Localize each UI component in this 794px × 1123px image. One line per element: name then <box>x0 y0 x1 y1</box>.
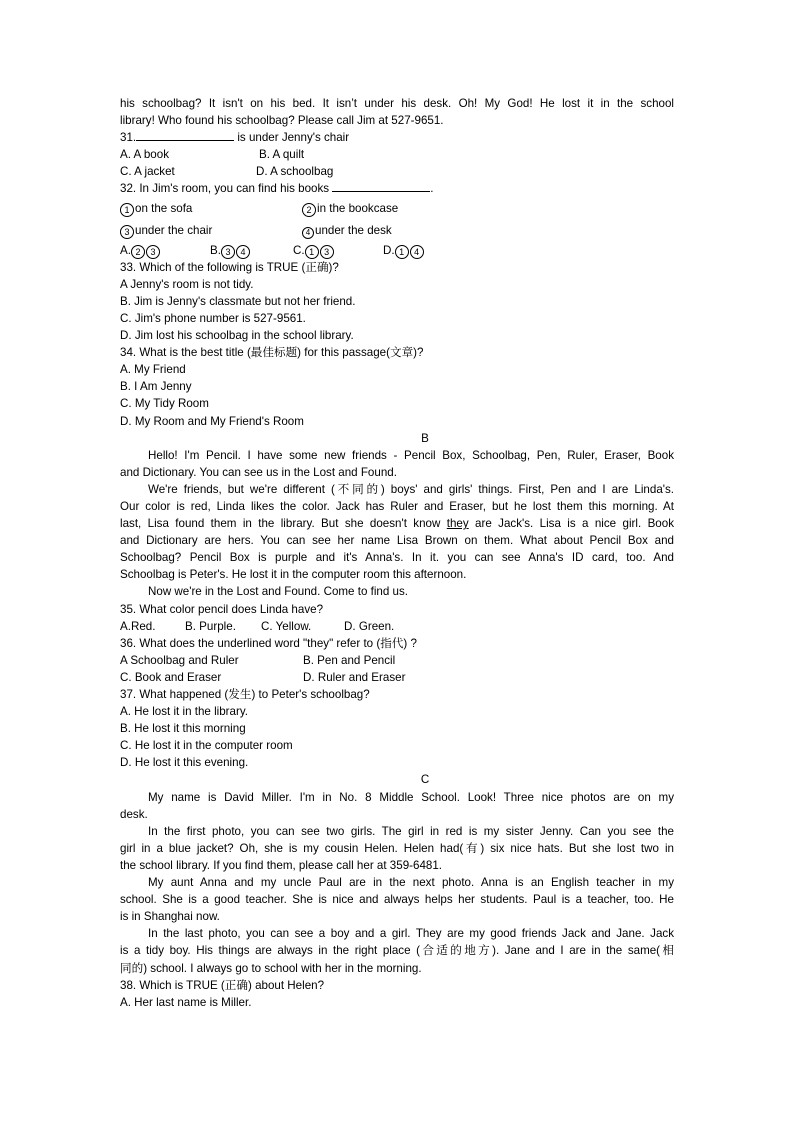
question-37-stem: 37. What happened (发生) to Peter's schoolbag? <box>120 688 370 701</box>
question-31-stem: 31. is under Jenny's chair <box>120 131 350 145</box>
question-32-stem: 32. In Jim's room, you can find his books . <box>120 182 434 196</box>
underlined-word: they <box>446 517 469 531</box>
passage-c-line: 同的) school. I always go to school with her in the morning. <box>120 961 422 975</box>
option-a: A.Red. <box>120 619 156 633</box>
worksheet-content <box>120 95 674 1011</box>
passage-c-line: desk. <box>120 807 148 821</box>
passage-a-line: library! Who found his schoolbag? Please call Jim at 527-9651. <box>120 114 444 128</box>
item-4: 4 under the desk <box>302 220 392 242</box>
question-36-options <box>120 652 674 669</box>
question-32-items <box>120 198 674 220</box>
option-a: A. He lost it in the library. <box>120 705 249 719</box>
question-32-options <box>120 242 674 259</box>
passage-c-line: My name is David Miller. I'm in No. 8 Middle School. Look! Three nice photos are on my <box>148 790 674 804</box>
question-31-options <box>120 146 674 163</box>
option-b: B. 3 4 <box>210 242 251 259</box>
passage-c-line: the school library. If you find them, please call her at 359-6481. <box>120 858 443 872</box>
question-31-options <box>120 163 674 180</box>
circled-two-icon: 2 <box>131 245 145 259</box>
circled-three-icon: 3 <box>320 245 334 259</box>
option-c: C. Jim's phone number is 527-9561. <box>120 311 306 325</box>
passage-b-line: Schoolbag is Peter's. He lost it in the computer room this afternoon. <box>120 568 467 582</box>
option-a: A. Her last name is Miller. <box>120 995 252 1009</box>
item-1: 1 on the sofa <box>120 198 192 220</box>
item-2: 2 in the bookcase <box>302 198 398 220</box>
passage-b-line: Our color is red, Linda likes the color. Jack has Ruler and Eraser, but he lost them this morning. At <box>120 499 674 513</box>
question-38-stem: 38. Which is TRUE (正确) about Helen? <box>120 978 325 992</box>
passage-c-line: In the last photo, you can see a boy and a girl. They are my good friends Jack and Jane. Jack <box>148 927 674 941</box>
option-b: B. Purple. <box>185 619 236 633</box>
passage-b-heading: B <box>421 431 429 445</box>
option-d: D. Jim lost his schoolbag in the school library. <box>120 329 354 343</box>
answer-blank <box>136 129 234 141</box>
circled-four-icon: 4 <box>302 227 314 239</box>
option-a: A Jenny's room is not tidy. <box>120 277 254 291</box>
question-35-options <box>120 618 674 635</box>
option-a: A. My Friend <box>120 363 186 377</box>
option-c: C. Book and Eraser <box>120 670 222 684</box>
circled-four-icon: 4 <box>236 245 250 259</box>
circled-three-icon: 3 <box>221 245 235 259</box>
passage-c-heading: C <box>420 773 430 787</box>
passage-c-line: is a tidy boy. His things are always in the right place (合适的地方). Jane and I are in the same(相 <box>120 944 674 958</box>
option-a: A. A book <box>120 148 169 162</box>
circled-four-icon: 4 <box>410 245 424 259</box>
question-34-stem: 34. What is the best title (最佳标题) for this passage(文章)? <box>120 346 424 360</box>
option-d: D. Green. <box>344 619 395 633</box>
passage-c-line: In the first photo, you can see two girls. The girl in red is my sister Jenny. Can you see the <box>148 824 674 838</box>
passage-c-line: school. She is a good teacher. She is nice and always helps her students. Paul is a teacher, too. He <box>120 893 674 907</box>
circled-one-icon: 1 <box>305 245 319 259</box>
option-c: C. He lost it in the computer room <box>120 739 293 753</box>
question-35-stem: 35. What color pencil does Linda have? <box>120 602 324 616</box>
question-33-stem: 33. Which of the following is TRUE (正确)? <box>120 260 339 274</box>
option-b: B. Pen and Pencil <box>303 653 396 667</box>
passage-a-line: his schoolbag? It isn't on his bed. It isn’t under his desk. Oh! My God! He lost it in the school <box>120 97 674 110</box>
passage-c-line: is in Shanghai now. <box>120 910 220 924</box>
option-d: D. He lost it this evening. <box>120 756 249 770</box>
option-a: A. 2 3 <box>120 242 161 259</box>
passage-c-line: My aunt Anna and my uncle Paul are in the next photo. Anna is an English teacher in my <box>148 876 674 890</box>
option-d: D. Ruler and Eraser <box>303 670 406 684</box>
option-d: D. A schoolbag <box>256 165 334 179</box>
circled-one-icon: 1 <box>395 245 409 259</box>
circled-three-icon: 3 <box>146 245 160 259</box>
option-b: B. A quilt <box>259 148 305 162</box>
option-d: D. 1 4 <box>383 242 425 259</box>
option-c: C. Yellow. <box>261 619 312 633</box>
circled-three-icon: 3 <box>120 225 134 239</box>
passage-b-line: Hello! I'm Pencil. I have some new friends - Pencil Box, Schoolbag, Pen, Ruler, Eraser, Book <box>148 448 674 462</box>
passage-b-line: Schoolbag? Pencil Box is purple and it's Anna's. In it. you can see Anna's ID card, too. And <box>120 551 674 565</box>
passage-b-line: We're friends, but we're different (不同的) boys' and girls' things. First, Pen and I are Linda's. <box>148 482 674 496</box>
passage-b-line: and Dictionary are hers. You can see her name Lisa Brown on them. What about Pencil Box and <box>120 534 674 548</box>
passage-c-line: girl in a blue jacket? Oh, she is my cousin Helen. Helen had(有) six nice hats. But she lost two in <box>120 841 674 855</box>
question-32-items <box>120 220 674 242</box>
option-c: C. My Tidy Room <box>120 397 209 411</box>
option-b: B. Jim is Jenny's classmate but not her friend. <box>120 294 356 308</box>
option-a: A Schoolbag and Ruler <box>120 653 239 667</box>
circled-one-icon: 1 <box>120 203 134 217</box>
answer-blank <box>332 180 430 192</box>
passage-b-line: and Dictionary. You can see us in the Lost and Found. <box>120 465 397 479</box>
question-36-stem: 36. What does the underlined word "they" refer to (指代) ? <box>120 636 417 650</box>
option-c: C. A jacket <box>120 165 175 179</box>
passage-b-line: Now we're in the Lost and Found. Come to find us. <box>148 585 408 599</box>
circled-two-icon: 2 <box>302 203 316 217</box>
option-b: B. He lost it this morning <box>120 722 246 736</box>
option-d: D. My Room and My Friend's Room <box>120 414 304 428</box>
option-c: C. 1 3 <box>293 242 335 259</box>
question-36-options <box>120 669 674 686</box>
option-b: B. I Am Jenny <box>120 380 192 394</box>
passage-b-line: last, Lisa found them in the library. But she doesn't know they are Jack's. Lisa is a nice girl. Book <box>120 517 674 531</box>
item-3: 3 under the chair <box>120 220 212 242</box>
